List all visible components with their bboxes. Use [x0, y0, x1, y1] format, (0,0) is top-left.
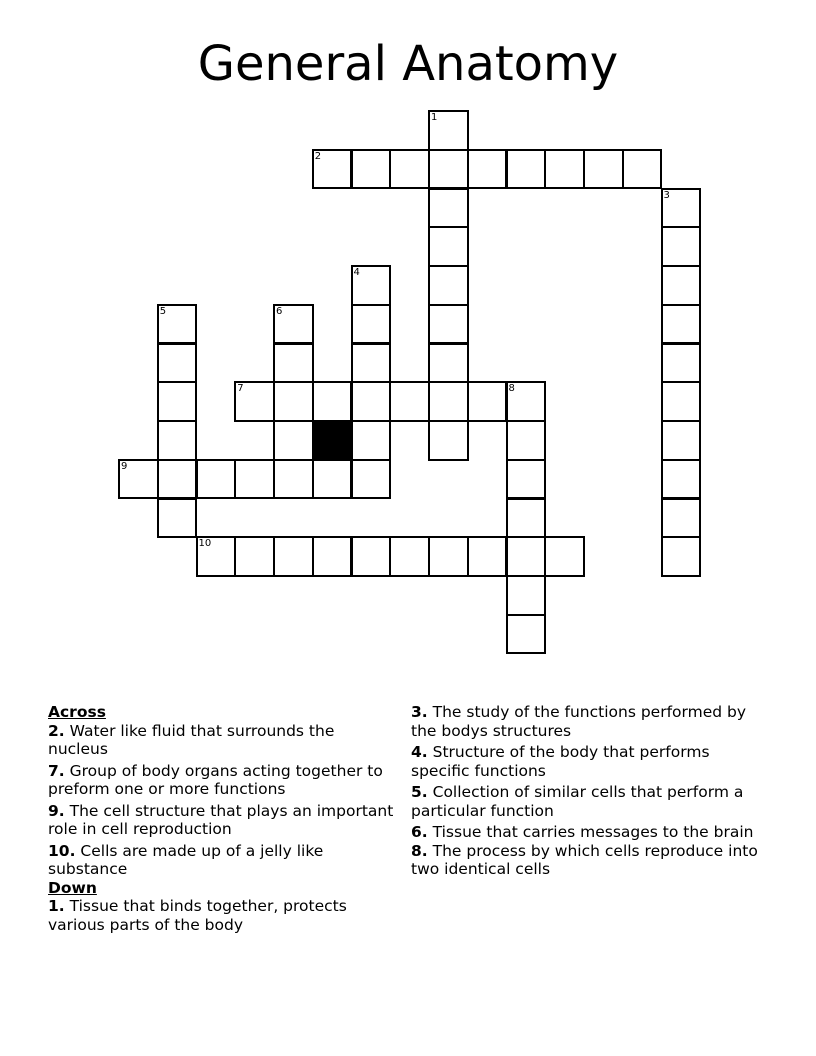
grid-cell[interactable]	[661, 343, 702, 384]
grid-cell[interactable]	[661, 420, 702, 461]
across-header: Across	[48, 703, 106, 721]
grid-cell[interactable]	[351, 536, 392, 577]
grid-cell[interactable]	[196, 536, 237, 577]
clue-across-9	[48, 802, 398, 839]
grid-cell[interactable]	[506, 459, 547, 500]
cell-number: 2	[314, 150, 322, 162]
clue-text: Collection of similar cells that perform a particular function	[411, 783, 744, 820]
clue-down-8	[411, 842, 761, 879]
grid-cell[interactable]	[661, 498, 702, 539]
cell-number: 7	[237, 383, 244, 395]
grid-cell[interactable]	[351, 149, 392, 190]
grid-cell[interactable]	[428, 226, 469, 267]
grid-cell[interactable]	[389, 536, 430, 577]
clue-down-1	[48, 897, 398, 934]
clue-text: Cells are made up of a jelly like substance	[48, 841, 324, 878]
grid-cell[interactable]	[157, 498, 198, 539]
grid-cell[interactable]	[312, 149, 353, 190]
clue-across-2	[48, 722, 398, 759]
clue-across-7	[48, 762, 398, 799]
clue-text: Tissue that carries messages to the brain	[432, 823, 754, 841]
grid-cell[interactable]	[389, 149, 430, 190]
grid-cell[interactable]	[506, 498, 547, 539]
grid-cell[interactable]	[661, 226, 702, 267]
grid-cell[interactable]	[506, 575, 547, 616]
grid-cell[interactable]	[273, 459, 314, 500]
grid-cell[interactable]	[351, 459, 392, 500]
grid-cell[interactable]	[351, 420, 392, 461]
grid-cell[interactable]	[157, 459, 198, 500]
clue-text: Structure of the body that performs specific functions	[411, 743, 710, 780]
clue-text: The cell structure that plays an important role in cell reproduction	[48, 801, 394, 838]
grid-cell[interactable]	[428, 265, 469, 306]
grid-cell[interactable]	[506, 381, 547, 422]
grid-cell[interactable]	[467, 536, 508, 577]
grid-cell[interactable]	[661, 381, 702, 422]
clue-number: 10.	[48, 841, 76, 860]
clue-number: 1.	[48, 897, 65, 915]
clue-number: 2.	[48, 721, 65, 740]
grid-cell[interactable]	[428, 188, 469, 229]
grid-cell[interactable]	[544, 536, 585, 577]
grid-cell[interactable]	[506, 149, 547, 190]
grid-cell[interactable]	[428, 420, 469, 461]
grid-cell[interactable]	[157, 420, 198, 461]
grid-cell[interactable]	[506, 536, 547, 577]
cell-number: 9	[121, 460, 128, 472]
clue-text: Group of body organs acting together to preform one or more functions	[48, 761, 383, 798]
grid-cell[interactable]	[661, 265, 702, 306]
clues-left-column	[48, 703, 398, 937]
cell-number: 8	[508, 383, 515, 395]
grid-cell[interactable]	[389, 381, 430, 422]
clues-right-column	[411, 703, 761, 882]
grid-cell[interactable]	[273, 420, 314, 461]
grid-cell[interactable]	[273, 536, 314, 577]
grid-cell[interactable]	[312, 381, 353, 422]
grid-cell[interactable]	[157, 343, 198, 384]
clue-number: 6.	[411, 823, 428, 841]
grid-cell[interactable]	[428, 149, 469, 190]
clue-number: 4.	[411, 743, 428, 761]
grid-cell[interactable]	[544, 149, 585, 190]
black-cell	[312, 420, 353, 461]
clue-text: The process by which cells reproduce into two identical cells	[411, 841, 758, 878]
page-title: General Anatomy	[197, 36, 619, 92]
clue-down-3	[411, 703, 761, 740]
grid-cell[interactable]	[157, 381, 198, 422]
clue-down-5	[411, 783, 761, 820]
grid-cell[interactable]	[661, 536, 702, 577]
grid-cell[interactable]	[506, 614, 547, 655]
cell-number: 1	[431, 112, 438, 123]
cell-number: 5	[159, 305, 167, 317]
grid-cell[interactable]	[467, 149, 508, 190]
grid-cell[interactable]	[467, 381, 508, 422]
cell-number: 10	[198, 538, 212, 550]
grid-cell[interactable]	[661, 304, 702, 345]
grid-cell[interactable]	[234, 459, 275, 500]
clue-text: Tissue that binds together, protects various parts of the body	[48, 897, 347, 934]
down-header: Down	[48, 878, 97, 897]
grid-cell[interactable]	[157, 304, 198, 345]
grid-cell[interactable]	[351, 381, 392, 422]
grid-cell[interactable]	[351, 343, 392, 384]
grid-cell[interactable]	[583, 149, 624, 190]
clue-text: Water like fluid that surrounds the nucleus	[48, 721, 335, 758]
cell-number: 3	[663, 189, 670, 201]
grid-cell[interactable]	[312, 459, 353, 500]
clue-number: 5.	[411, 783, 428, 801]
grid-cell[interactable]	[351, 304, 392, 345]
grid-cell[interactable]	[428, 536, 469, 577]
grid-cell[interactable]	[196, 459, 237, 500]
grid-cell[interactable]	[273, 304, 314, 345]
grid-cell[interactable]	[428, 110, 469, 151]
clue-across-10	[48, 842, 398, 879]
grid-cell[interactable]	[661, 459, 702, 500]
grid-cell[interactable]	[622, 149, 663, 190]
grid-cell[interactable]	[312, 536, 353, 577]
grid-cell[interactable]	[118, 459, 159, 500]
clue-text: The study of the functions performed by the bodys structures	[411, 703, 747, 740]
grid-cell[interactable]	[506, 420, 547, 461]
grid-cell[interactable]	[273, 343, 314, 384]
clue-down-6	[411, 823, 761, 842]
grid-cell[interactable]	[234, 536, 275, 577]
grid-cell[interactable]	[661, 188, 702, 229]
grid-cell[interactable]	[428, 381, 469, 422]
grid-cell[interactable]	[428, 304, 469, 345]
cell-number: 4	[353, 267, 360, 278]
clue-number: 7.	[48, 761, 65, 780]
cell-number: 6	[276, 305, 283, 317]
grid-cell[interactable]	[273, 381, 314, 422]
clue-down-4	[411, 743, 761, 780]
grid-cell[interactable]	[234, 381, 275, 422]
clue-number: 9.	[48, 801, 65, 820]
clue-number: 8.	[411, 841, 428, 860]
grid-cell[interactable]	[351, 265, 392, 306]
clue-number: 3.	[411, 703, 428, 721]
grid-cell[interactable]	[428, 343, 469, 384]
